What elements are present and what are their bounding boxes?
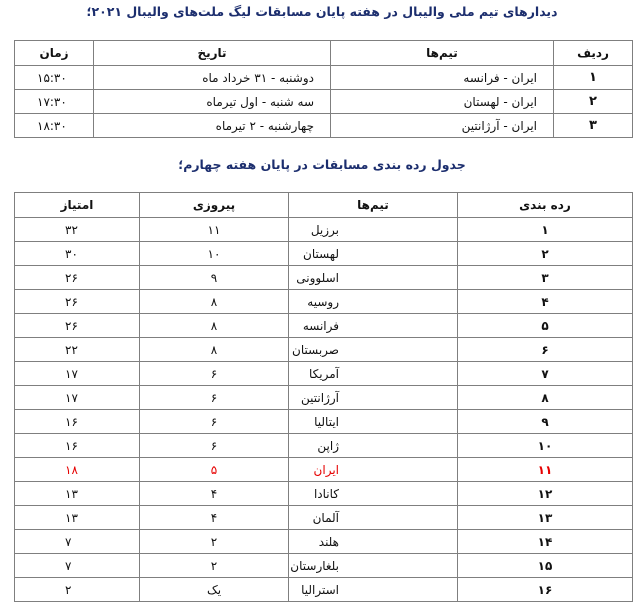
standings-points: ۲۶ bbox=[15, 266, 140, 290]
standings-rank: ۱۴ bbox=[458, 530, 633, 554]
match-time: ۱۸:۳۰ bbox=[15, 114, 94, 138]
standings-team: آمریکا bbox=[289, 362, 458, 386]
standings-team: برزیل bbox=[289, 218, 458, 242]
standings-team: آرژانتین bbox=[289, 386, 458, 410]
standings-rank: ۱۰ bbox=[458, 434, 633, 458]
match-row bbox=[15, 90, 633, 114]
matches-header-row bbox=[15, 41, 633, 66]
standings-team: ژاپن bbox=[289, 434, 458, 458]
standings-rank: ۱ bbox=[458, 218, 633, 242]
standings-rank: ۱۲ bbox=[458, 482, 633, 506]
standings-rank: ۱۳ bbox=[458, 506, 633, 530]
standings-row bbox=[15, 266, 633, 290]
standings-row bbox=[15, 218, 633, 242]
standings-points: ۱۸ bbox=[15, 458, 140, 482]
match-time: ۱۵:۳۰ bbox=[15, 66, 94, 90]
match-date: چهارشنبه - ۲ تیرماه bbox=[94, 114, 331, 138]
standings-team: هلند bbox=[289, 530, 458, 554]
standings-row bbox=[15, 554, 633, 578]
standings-row bbox=[15, 338, 633, 362]
standings-wins: ۸ bbox=[140, 338, 289, 362]
standings-row-highlighted bbox=[15, 458, 633, 482]
match-teams: ایران - آرژانتین bbox=[331, 114, 554, 138]
match-teams: ایران - فرانسه bbox=[331, 66, 554, 90]
match-row-number: ۲ bbox=[554, 90, 633, 114]
standings-points: ۳۲ bbox=[15, 218, 140, 242]
standings-team: اسلوونی bbox=[289, 266, 458, 290]
standings-points: ۲ bbox=[15, 578, 140, 602]
standings-wins: ۲ bbox=[140, 554, 289, 578]
standings-team: ایتالیا bbox=[289, 410, 458, 434]
standings-team: لهستان bbox=[289, 242, 458, 266]
standings-wins: ۱۱ bbox=[140, 218, 289, 242]
standings-points: ۲۲ bbox=[15, 338, 140, 362]
standings-row bbox=[15, 506, 633, 530]
matches-header-row-number: ردیف bbox=[554, 41, 633, 66]
standings-team: صربستان bbox=[289, 338, 458, 362]
standings-rank: ۶ bbox=[458, 338, 633, 362]
match-time: ۱۷:۳۰ bbox=[15, 90, 94, 114]
standings-points: ۳۰ bbox=[15, 242, 140, 266]
standings-rank: ۹ bbox=[458, 410, 633, 434]
matches-header-teams: تیم‌ها bbox=[331, 41, 554, 66]
match-teams: ایران - لهستان bbox=[331, 90, 554, 114]
standings-points: ۱۶ bbox=[15, 410, 140, 434]
standings-team: بلغارستان bbox=[289, 554, 458, 578]
match-row-number: ۱ bbox=[554, 66, 633, 90]
standings-rank: ۴ bbox=[458, 290, 633, 314]
standings-team: آلمان bbox=[289, 506, 458, 530]
standings-points: ۱۷ bbox=[15, 362, 140, 386]
standings-row bbox=[15, 314, 633, 338]
match-date: دوشنبه - ۳۱ خرداد ماه bbox=[94, 66, 331, 90]
standings-points: ۱۳ bbox=[15, 506, 140, 530]
standings-header-rank: رده بندی bbox=[458, 193, 633, 218]
standings-rank: ۱۵ bbox=[458, 554, 633, 578]
match-row bbox=[15, 114, 633, 138]
standings-wins: ۴ bbox=[140, 482, 289, 506]
standings-row bbox=[15, 386, 633, 410]
match-row-number: ۳ bbox=[554, 114, 633, 138]
standings-points: ۲۶ bbox=[15, 290, 140, 314]
standings-wins: یک bbox=[140, 578, 289, 602]
standings-team: کانادا bbox=[289, 482, 458, 506]
standings-body bbox=[15, 218, 633, 602]
standings-wins: ۹ bbox=[140, 266, 289, 290]
matches-header-date: تاریخ bbox=[94, 41, 331, 66]
standings-row bbox=[15, 290, 633, 314]
matches-header-time: زمان bbox=[15, 41, 94, 66]
standings-rank: ۵ bbox=[458, 314, 633, 338]
standings-row bbox=[15, 410, 633, 434]
match-row bbox=[15, 66, 633, 90]
standings-rank: ۷ bbox=[458, 362, 633, 386]
standings-wins: ۶ bbox=[140, 386, 289, 410]
standings-wins: ۴ bbox=[140, 506, 289, 530]
standings-rank: ۱۱ bbox=[458, 458, 633, 482]
standings-points: ۱۳ bbox=[15, 482, 140, 506]
match-date: سه شنبه - اول تیرماه bbox=[94, 90, 331, 114]
standings-wins: ۶ bbox=[140, 410, 289, 434]
standings-points: ۷ bbox=[15, 554, 140, 578]
standings-wins: ۸ bbox=[140, 290, 289, 314]
standings-rank: ۲ bbox=[458, 242, 633, 266]
standings-points: ۱۷ bbox=[15, 386, 140, 410]
standings-team: استرالیا bbox=[289, 578, 458, 602]
matches-heading: دیدارهای تیم ملی والیبال در هفته پایان مسابقات لیگ ملت‌های والیبال ۲۰۲۱؛ bbox=[86, 4, 558, 19]
standings-wins: ۶ bbox=[140, 434, 289, 458]
standings-team: فرانسه bbox=[289, 314, 458, 338]
standings-row bbox=[15, 362, 633, 386]
standings-row bbox=[15, 482, 633, 506]
standings-rank: ۸ bbox=[458, 386, 633, 410]
standings-header-team: تیم‌ها bbox=[289, 193, 458, 218]
standings-team: ایران bbox=[289, 458, 458, 482]
standings-wins: ۵ bbox=[140, 458, 289, 482]
standings-row bbox=[15, 578, 633, 602]
standings-row bbox=[15, 530, 633, 554]
standings-header-row bbox=[15, 193, 633, 218]
standings-table bbox=[14, 192, 633, 602]
standings-points: ۱۶ bbox=[15, 434, 140, 458]
standings-points: ۲۶ bbox=[15, 314, 140, 338]
standings-row bbox=[15, 242, 633, 266]
matches-table bbox=[14, 40, 633, 138]
standings-points: ۷ bbox=[15, 530, 140, 554]
standings-wins: ۸ bbox=[140, 314, 289, 338]
standings-rank: ۳ bbox=[458, 266, 633, 290]
standings-heading: جدول رده بندی مسابقات در پایان هفته چهارم؛ bbox=[178, 157, 466, 172]
standings-wins: ۶ bbox=[140, 362, 289, 386]
standings-wins: ۱۰ bbox=[140, 242, 289, 266]
standings-team: روسیه bbox=[289, 290, 458, 314]
standings-wins: ۲ bbox=[140, 530, 289, 554]
standings-header-points: امتیاز bbox=[15, 193, 140, 218]
standings-row bbox=[15, 434, 633, 458]
standings-header-wins: پیروزی bbox=[140, 193, 289, 218]
standings-rank: ۱۶ bbox=[458, 578, 633, 602]
